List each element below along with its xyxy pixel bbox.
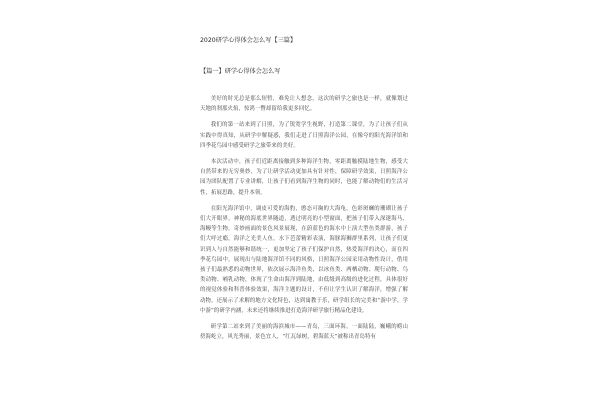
paragraph-5: 研学第二站来到了美丽的海滨城市——青岛，三面环海，一面陆陆，巍峨的崂山傍海屹立，风光秀丽，景色宜人，“红瓦绿树，碧海蓝天”被称出青岛特有 [200, 324, 408, 341]
document-title: 2020研学心得体会怎么写【三篇】 [200, 37, 297, 44]
section-heading: 【篇一】研学心得体会怎么写 [200, 68, 281, 75]
paragraph-4: 在阳光海洋馆中，调皮可爱的海豹，憨态可掬的大海龟，色彩斑斓的珊瑚让孩子们大开眼界，神秘的海底世界隧道，透过明亮的小型窗面，把孩子们带入深邃海马、海鳗等生物，奇妙画面的景色风景展现，在蔚蓝色的海水中上演大型鱼类群游，孩子们大呼过瘾，海洋之光美人鱼，水下芭蕾精彩表演，海豚海狮群里系列，让孩子们更识到人与自然能够和谐统一，更加坚定了孩子们保护自然，热爱海洋的决心，而在四季花鸟园中，展现出与陆地海洋馆不同的风格，日照海洋公园采用动物性设计，借用孩子们最熟悉的动物世界，依次展示海洋鱼类、以冰鱼类、两栖动物、爬行动物、鸟类动物、哺乳动物，体现了生命由海洋到陆地，由低级到高级的进化过程，具体很好的视觉体验和科普体验效果，海洋主题的设计，不但让学生认识了解海洋，增强了解动物，还展示了求解的地方文化特色，达到寓教于乐，研学组长的完美和“游中学，学中游”的研学内涵，未来还将继续推进打造海洋研学旅行精品化建设。 [200, 205, 408, 314]
paragraph-3: 本次活动中，孩子们近距离接触到多种海洋生物，零距离触摸陆地生物，感受大自然带来的无穷奥妙，为了让研学活动更加具有针对性，保障研学效果，日照海洋公园为团队配置了专业讲解，让孩子们看到海洋生物的同时，也能了解动物们的生活习性，拓展思路，提升本领。 [200, 159, 408, 196]
paragraph-1: 美好的时光总是那么短暂，难免让人想念，这次的研学之旅也是一样，就像划过天地的刹那火焰，惊鸿一瞥却留给我更多回忆。 [200, 96, 408, 113]
paragraph-2: 我们的第一站来到了日照，为了锐宽学生视野，打造第二课堂，为了让孩子们从实践中得真知，从研学中解疑惑，我们走进了日照海洋公园，在像夸的阳光海洋馆和四季花鸟园中感受研学之旅带来的美好。 [200, 122, 408, 149]
document-body [200, 94, 408, 348]
